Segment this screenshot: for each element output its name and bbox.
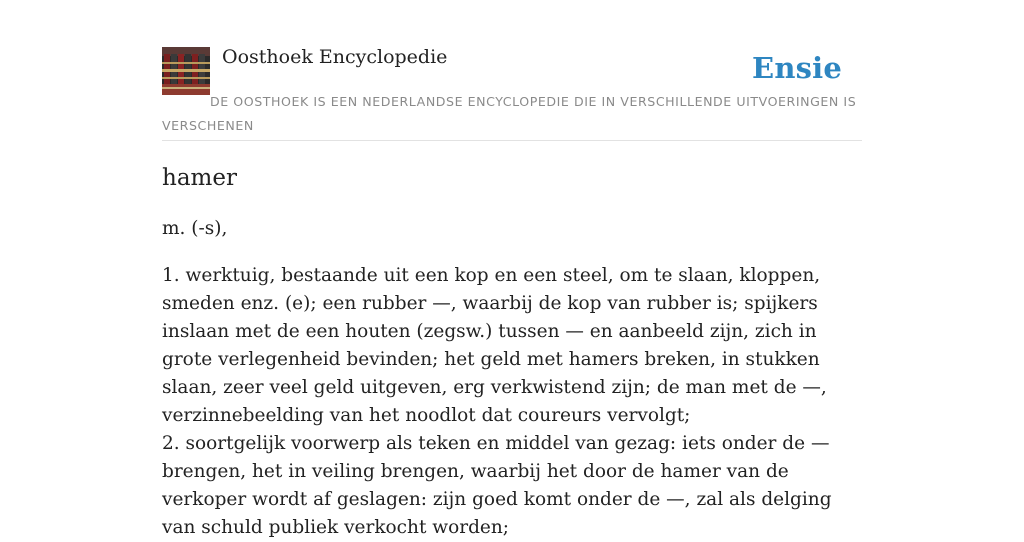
- site-title-link[interactable]: Oosthoek Encyclopedie: [222, 46, 448, 68]
- entry-grammar: m. (-s),: [162, 218, 228, 239]
- site-tagline: DE OOSTHOEK IS EEN NEDERLANDSE ENCYCLOPEDIE DIE IN VERSCHILLENDE UITVOERINGEN IS VERSCHENEN: [162, 94, 857, 133]
- site-header: [162, 38, 862, 141]
- encyclopedia-books-icon[interactable]: [162, 47, 210, 95]
- ensie-brand-logo[interactable]: Ensie: [752, 51, 842, 85]
- entry-definitions: [162, 262, 862, 542]
- definition-item: 2. soortgelijk voorwerp als teken en middel van gezag: iets onder de — brengen, het in veiling brengen, waarbij het door de hamer van de verkoper wordt af geslagen: zijn goed komt onder de —, zal als delging van schuld publiek verkocht worden;: [162, 433, 832, 538]
- entry-title: hamer: [162, 165, 237, 191]
- definition-item: 1. werktuig, bestaande uit een kop en een steel, om te slaan, kloppen, smeden enz. (e); een rubber —, waarbij de kop van rubber is; spijkers inslaan met de een houten (zegsw.) tussen — en aanbeeld zijn, zich in grote verlegenheid bevinden; het geld met hamers breken, in stukken slaan, zeer veel geld uitgeven, erg verkwistend zijn; de man met de —, verzinnebeelding van het noodlot dat coureurs vervolgt;: [162, 265, 827, 426]
- entry-content: [162, 162, 862, 542]
